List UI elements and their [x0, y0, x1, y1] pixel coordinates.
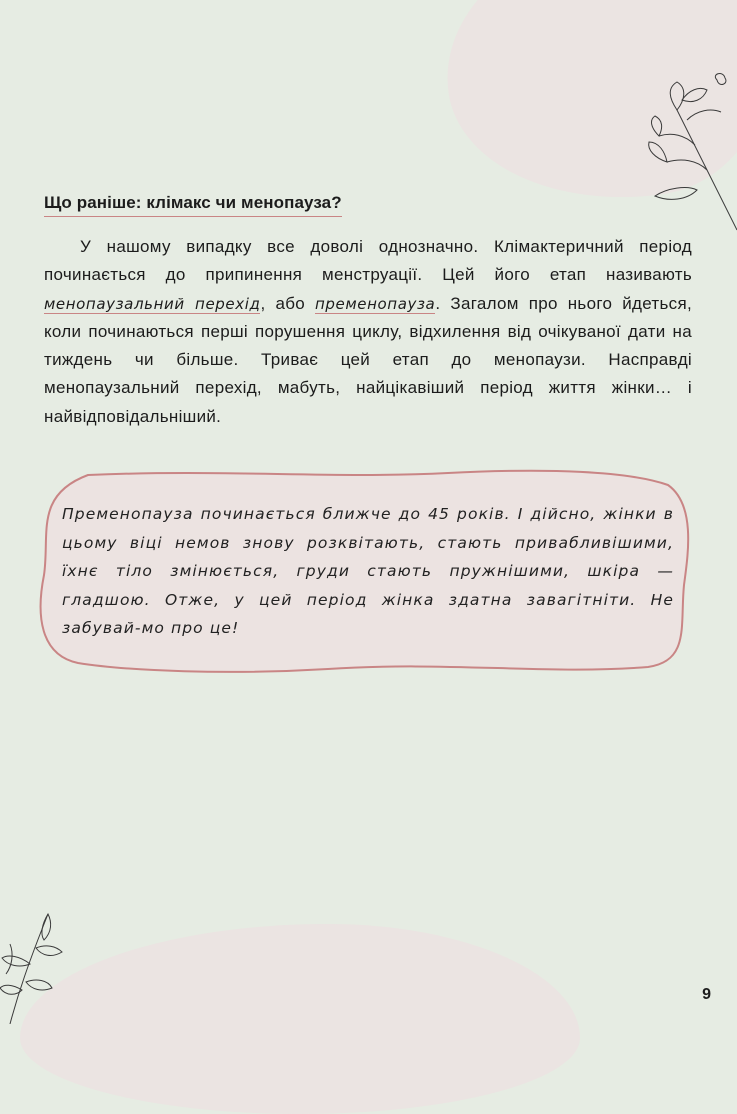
term-menopausal-transition: менопаузальний перехід — [44, 294, 261, 313]
body-paragraph — [44, 233, 692, 431]
floral-leaves-icon — [0, 904, 80, 1024]
note-text: Пременопауза починається ближче до 45 років. І дійсно, жінки в цьому віці немов знову розквітають, стають привабливішими, їхнє тіло змінюється, груди стають пружнішими, шкіра — гладшою. Отже, у цей період жінка здатна завагітніти. Не забувай-мо про це! — [62, 505, 674, 637]
section-heading: Що раніше: клімакс чи менопауза? — [44, 193, 342, 217]
paragraph-text: . Загалом про нього йдеться, коли починаються перші порушення циклу, відхилення від очікуваної дати на тиждень чи більше. Триває цей етап до менопаузи. Насправді менопаузальний перехід, мабуть, найцікавіший період життя жінки… і найвідповідальніший. — [44, 293, 692, 426]
paragraph-text: , або — [260, 293, 316, 313]
paragraph-text: У нашому випадку все доволі однозначно. Клімактеричний період починається до припинення менструації. Цей його етап називають — [44, 237, 692, 285]
background-blob-bottom — [20, 924, 580, 1114]
floral-branch-icon — [637, 70, 737, 240]
page-number: 9 — [702, 986, 711, 1003]
term-premenopause: пременопауза — [315, 294, 436, 313]
